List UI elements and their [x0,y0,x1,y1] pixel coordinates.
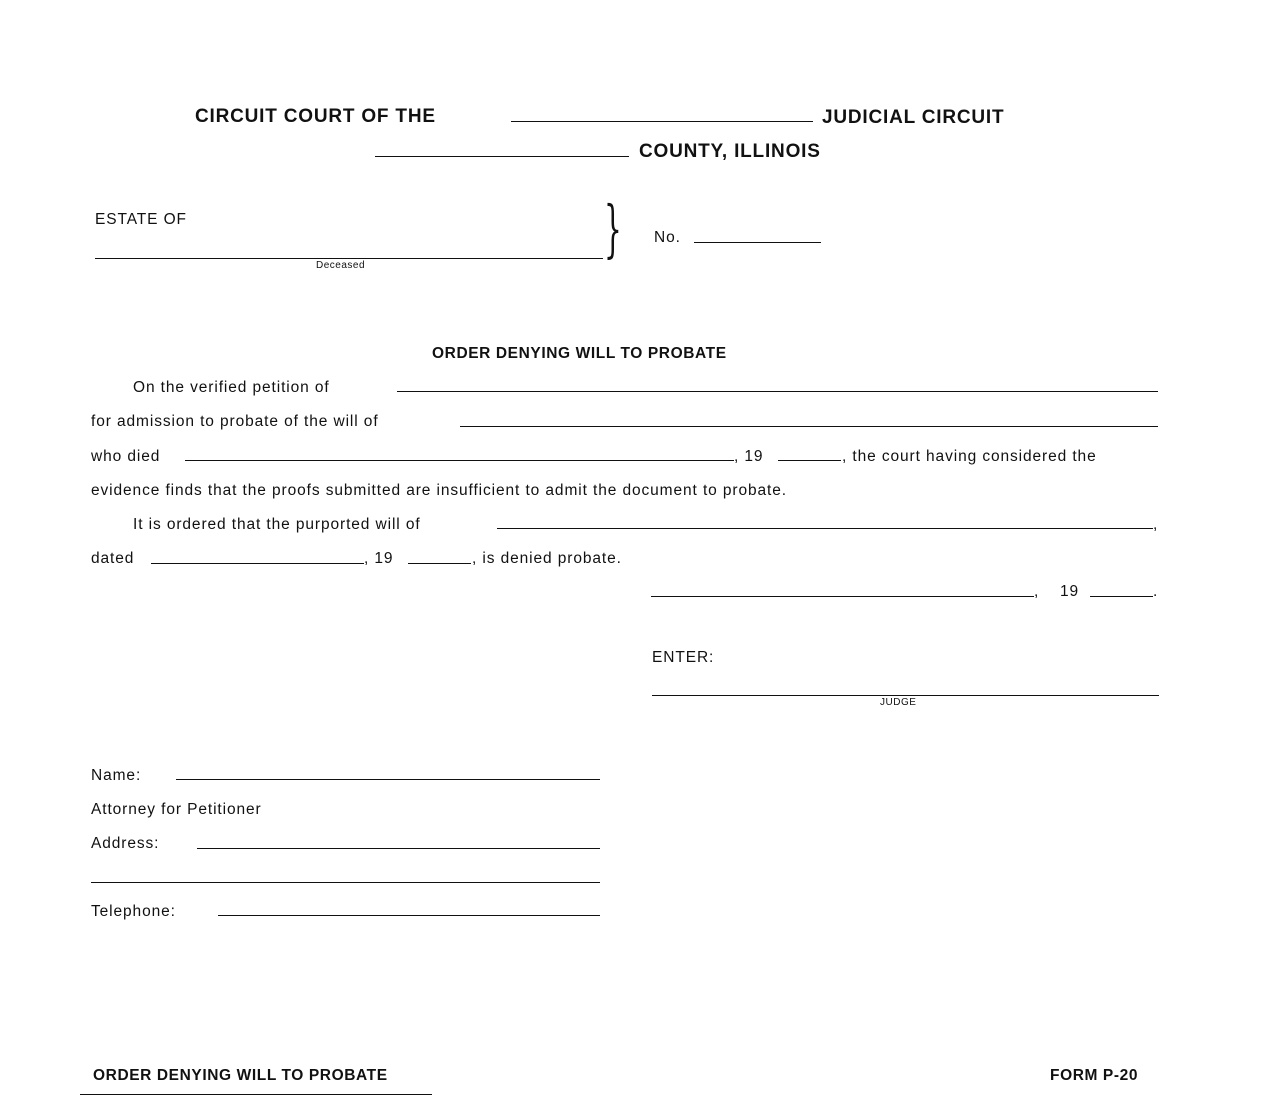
order-date-comma: , [1034,583,1040,600]
caption-brace: } [604,192,622,265]
county-header: COUNTY, ILLINOIS [639,141,821,162]
death-date-field[interactable] [185,460,734,461]
document-title: ORDER DENYING WILL TO PROBATE [432,345,727,362]
county-field[interactable] [375,156,629,157]
will-year-field[interactable] [408,563,471,564]
attorney-address-field[interactable] [197,848,600,849]
who-died-text: who died [91,448,161,465]
death-year-prefix: , 19 [734,448,764,465]
petition-text: On the verified petition of [133,379,330,396]
court-considered-text: , the court having considered the [842,448,1097,465]
judicial-circuit-field[interactable] [511,121,813,122]
attorney-name-field[interactable] [176,779,600,780]
ordered-text: It is ordered that the purported will of [133,516,421,533]
attorney-telephone-field[interactable] [218,915,600,916]
evidence-finding-text: evidence finds that the proofs submitted are insufficient to admit the document to probate. [91,482,787,499]
denied-probate-text: , is denied probate. [472,550,622,567]
judge-signature-field[interactable] [652,695,1159,696]
attorney-address-label: Address: [91,835,160,852]
court-header-prefix: CIRCUIT COURT OF THE [195,106,436,127]
order-year-label: 19 [1060,583,1080,600]
admission-text: for admission to probate of the will of [91,413,379,430]
order-date-field[interactable] [651,596,1034,597]
dated-text: dated [91,550,135,567]
court-header-suffix: JUDICIAL CIRCUIT [822,107,1005,128]
attorney-for-petitioner-label: Attorney for Petitioner [91,801,262,818]
case-number-label: No. [654,229,681,246]
purported-will-comma: , [1153,516,1159,533]
attorney-name-label: Name: [91,767,142,784]
death-year-field[interactable] [778,460,841,461]
will-year-prefix: , 19 [364,550,394,567]
purported-will-field[interactable] [497,528,1153,529]
footer-form-number: FORM P-20 [1050,1067,1139,1084]
testator-field[interactable] [460,426,1158,427]
case-number-field[interactable] [694,242,821,243]
order-date-period: . [1153,583,1159,600]
judge-label: JUDGE [880,697,917,708]
attorney-telephone-label: Telephone: [91,903,176,920]
deceased-label: Deceased [316,260,366,271]
enter-label: ENTER: [652,649,715,666]
footer-rule [80,1094,432,1095]
will-date-field[interactable] [151,563,364,564]
footer-form-title: ORDER DENYING WILL TO PROBATE [93,1067,388,1084]
estate-of-label: ESTATE OF [95,211,187,228]
decedent-name-field[interactable] [95,258,603,259]
petitioner-field[interactable] [397,391,1158,392]
order-year-field[interactable] [1090,596,1153,597]
attorney-address-field-2[interactable] [91,882,600,883]
